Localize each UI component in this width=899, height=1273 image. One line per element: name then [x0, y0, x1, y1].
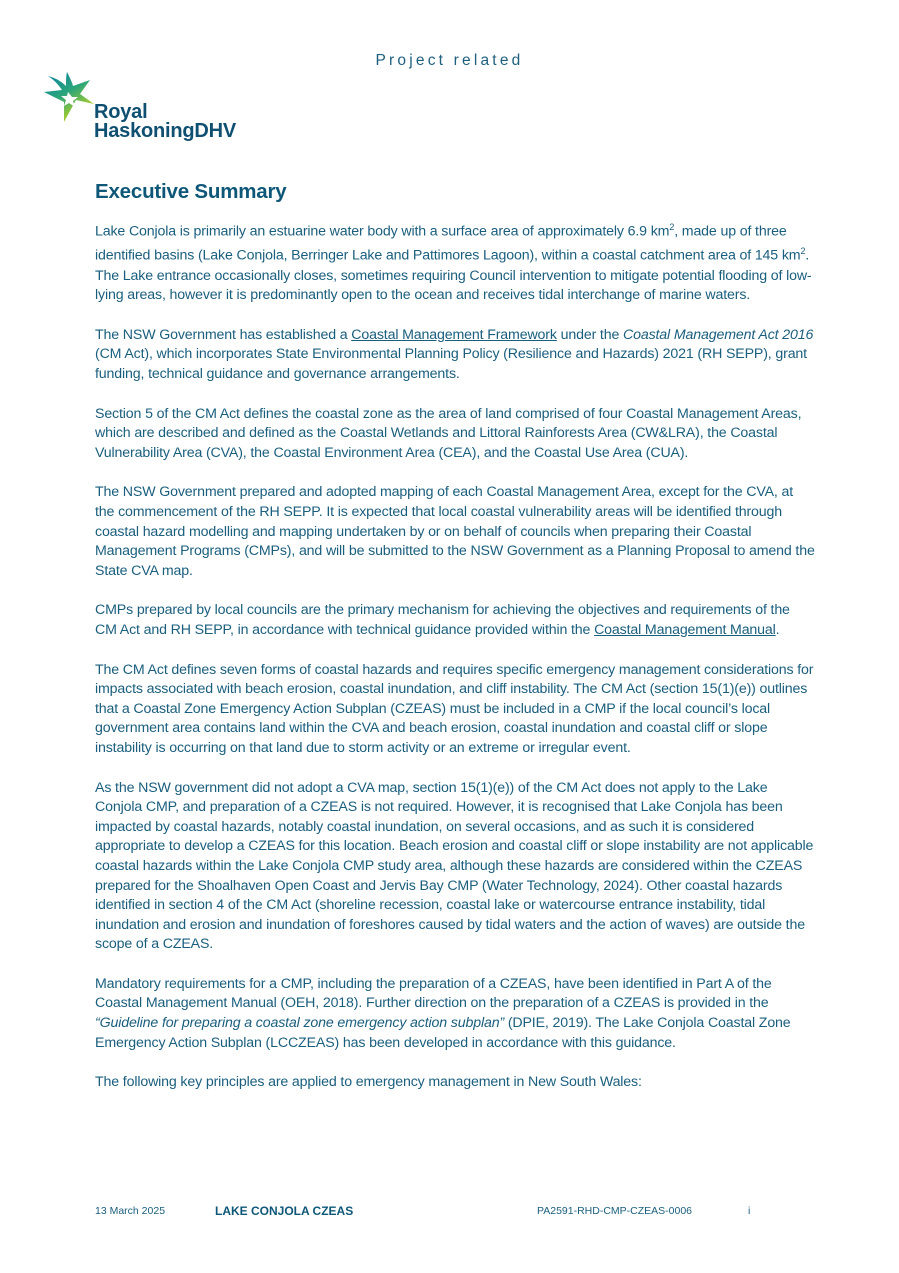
text-run: CMPs prepared by local councils are the primary mechanism for achieving the objectives and requirements of the CM Act and RH SEPP, in accordance with technical guidance provided within the — [95, 602, 790, 638]
superscript: 2 — [669, 222, 675, 232]
paragraph-hazards: The CM Act defines seven forms of coastal hazards and requires specific emergency management considerations for impacts associated with beach erosion, coastal inundation, and cliff instability. The CM Act (section 15(1)(e)) outlines that a Coastal Zone Emergency Action Subplan (CZEAS) must be included in a CMP if the local council’s local government area contains land within the CVA and beach erosion, coastal inundation and coastal cliff or slope instability is occurring on that land due to storm activity or an extreme or irregular event. — [95, 661, 814, 756]
text-run: (DPIE, 2019). The Lake Conjola Coastal Zone Emergency Action Subplan (LCCZEAS) has been developed in accordance with this guidance. — [95, 1015, 791, 1051]
footer-page-number: i — [748, 1205, 751, 1217]
text-run: Lake Conjola is primarily an estuarine water body with a surface area of approximately 6.9 km — [95, 223, 670, 240]
paragraph-principles: The following key principles are applied to emergency management in New South Wales: — [95, 1074, 642, 1091]
paragraph-framework — [95, 326, 815, 385]
paragraph-cmps — [95, 601, 815, 640]
coastal-management-framework-link[interactable]: Coastal Management Framework — [351, 326, 557, 343]
paragraph-cva-map: As the NSW government did not adopt a CVA map, section 15(1)(e)) of the CM Act does not apply to the Lake Conjola CMP, and preparation of a CZEAS is not required. However, it is recognised that Lake Conjola has been impacted by coastal hazards, notably coastal inundation, on several occasions, and as such it is considered appropriate to develop a CZEAS for this location. Beach erosion and coastal cliff or slope instability are not applicable coastal hazards within the Lake Conjola CMP study area, although these hazards are considered within the CZEAS prepared for the Shoalhaven Open Coast and Jervis Bay CMP (Water Technology, 2024). Other coastal hazards identified in section 4 of the CM Act (shoreline recession, coastal lake or watercourse entrance instability, tidal inundation and erosion and inundation of foreshores caused by tidal waters and the action of waves) are outside the scope of a CZEAS. — [95, 779, 814, 953]
document-body — [95, 180, 815, 1113]
text-run: under the — [556, 326, 623, 343]
text-run: (CM Act), which incorporates State Environmental Planning Policy (Resilience and Hazards) 2021 (RH SEPP), grant funding, technical guidance and governance arrangements. — [95, 346, 807, 383]
guideline-title-italic: “Guideline for preparing a coastal zone emergency action subplan” — [95, 1015, 505, 1032]
act-title-italic: Coastal Management Act 2016 — [623, 326, 814, 343]
paragraph-lake-overview — [95, 218, 815, 306]
paragraph-mapping: The NSW Government prepared and adopted mapping of each Coastal Management Area, except for the CVA, at the commencement of the RH SEPP. It is expected that local coastal vulnerability areas will be identified through coastal hazard modelling and mapping undertaken by or on behalf of councils when preparing their Coastal Management Programs (CMPs), and will be submitted to the NSW Government as a Planning Proposal to amend the State CVA map. — [95, 484, 815, 579]
coastal-management-manual-link[interactable]: Coastal Management Manual — [594, 621, 776, 638]
text-run: . The Lake entrance occasionally closes, sometimes requiring Council intervention to mitigate potential flooding of low-lying areas, however it is predominantly open to the ocean and receives tidal interchange of marine waters. — [95, 248, 812, 304]
company-logo — [42, 70, 262, 150]
text-run: Mandatory requirements for a CMP, including the preparation of a CZEAS, have been identified in Part A of the Coastal Management Manual (OEH, 2018). Further direction on the preparation of a CZEAS is provided in the — [95, 975, 772, 1012]
text-run: The NSW Government has established a — [95, 326, 352, 343]
star-logo-icon — [42, 70, 102, 130]
text-run: . — [775, 621, 780, 638]
section-title: Executive Summary — [95, 180, 287, 203]
paragraph-mandatory — [95, 975, 815, 1053]
logo-text-line2: HaskoningDHV — [94, 120, 237, 142]
footer-reference: PA2591-RHD-CMP-CZEAS-0006 — [537, 1205, 693, 1217]
paragraph-section5: Section 5 of the CM Act defines the coastal zone as the area of land comprised of four Coastal Management Areas, which are described and defined as the Coastal Wetlands and Littoral Rainforests Area (CW&LRA), the Coastal Vulnerability Area (CVA), the Coastal Environment Area (CEA), and the Coastal Use Area (CUA). — [95, 405, 802, 461]
footer-date: 13 March 2025 — [95, 1205, 166, 1217]
superscript: 2 — [800, 246, 806, 257]
footer-title: LAKE CONJOLA CZEAS — [215, 1204, 354, 1218]
classification-label: Project related — [375, 52, 524, 69]
text-run: , made up of three identified basins (Lake Conjola, Berringer Lake and Pattimores Lagoon), within a coastal catchment area of 145 km — [95, 223, 801, 265]
logo-text-line1: Royal — [94, 101, 148, 123]
